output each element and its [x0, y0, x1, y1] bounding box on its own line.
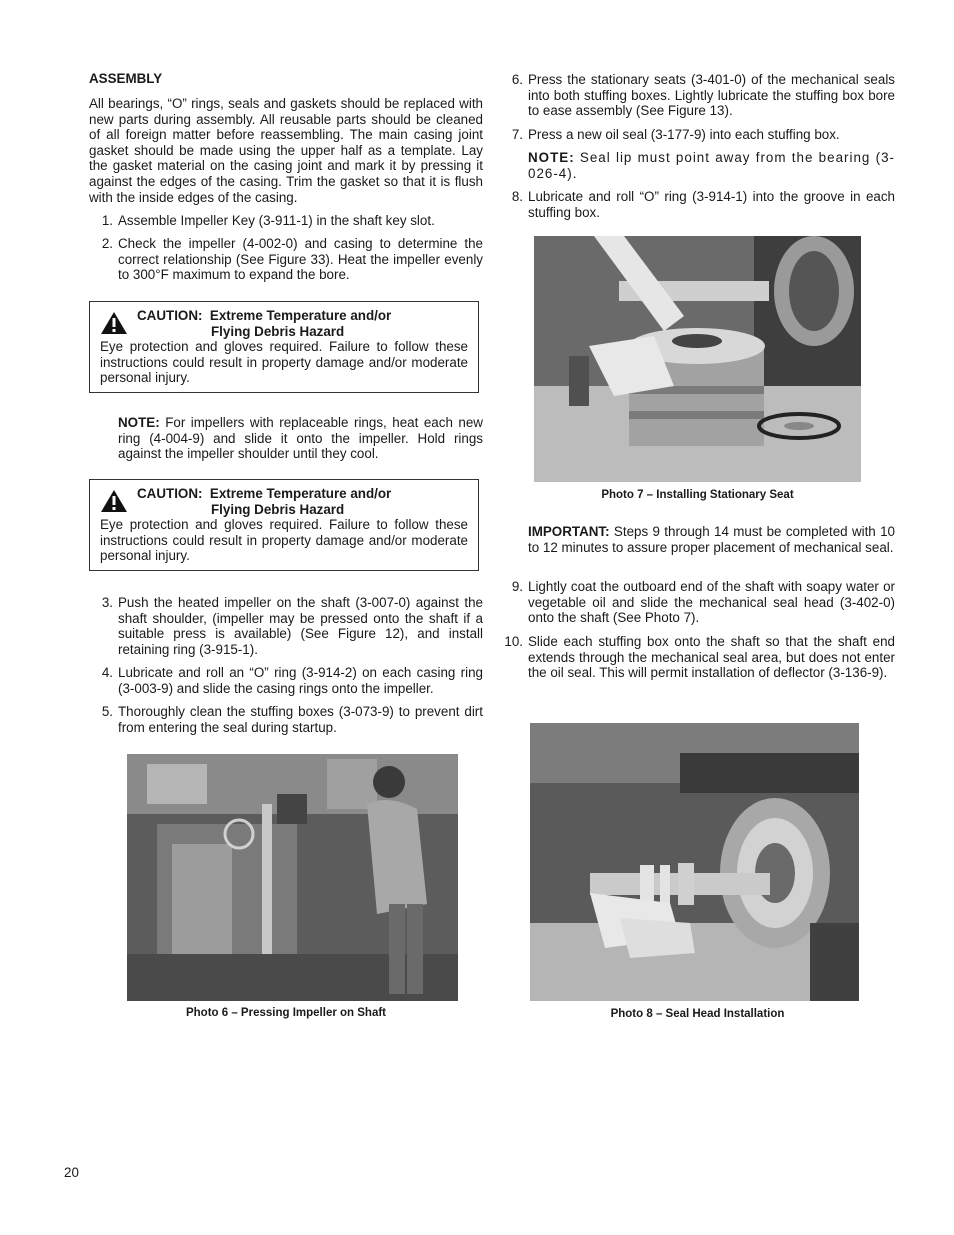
caution-heading: CAUTION: Extreme Temperature and/or Flying Debris Hazard [100, 308, 468, 339]
warning-triangle-icon [100, 311, 128, 335]
note-seal-lip: NOTE: Seal lip must point away from the bearing (3-026-4). [528, 150, 895, 181]
important-note: IMPORTANT: Steps 9 through 14 must be completed with 10 to 12 minutes to assure proper placement of mechanical seal. [528, 524, 895, 555]
photo-8-caption: Photo 8 – Seal Head Installation [610, 1008, 785, 1020]
caution-box-2: CAUTION: Extreme Temperature and/or Flying Debris Hazard Eye protection and gloves required. Failure to follow these instructions could result in property damage and/or moderate personal injury. [89, 479, 479, 571]
step-4: 4. Lubricate and roll an “O” ring (3-914-2) on each casing ring (3-003-9) and slide the casing rings onto the impeller. [101, 665, 483, 696]
caution-box: CAUTION: Extreme Temperature and/or Flying Debris Hazard Eye protection and gloves required. Failure to follow these instructions could result in property damage and/or moderate personal injury. [89, 301, 479, 393]
note-impeller-rings: NOTE: For impellers with replaceable rings, heat each new ring (4-004-9) and slide it onto the impeller. Hold rings against the impeller shoulder until they cool. [118, 415, 483, 462]
step-9: 9. Lightly coat the outboard end of the shaft with soapy water or vegetable oil and slide the mechanical seal head (3-402-0) onto the shaft (See Photo 7). [511, 579, 895, 626]
intro-paragraph: All bearings, “O” rings, seals and gaskets should be replaced with new parts during assembly. All reusable parts should be cleaned of all foreign matter before reassembling. The main casing joint gasket should be made using the upper half as a template. Lay the gasket material on the casing joint and mark it by pressing it against the edges of the casing. Trim the gasket so that it is flush with the inside edges of the casing. [89, 96, 483, 205]
step-8: 8. Lubricate and roll “O” ring (3-914-1) into the groove in each stuffing box. [511, 189, 895, 220]
photo-6-caption: Photo 6 – Pressing Impeller on Shaft [185, 1007, 386, 1019]
photo-7-caption: Photo 7 – Installing Stationary Seat [601, 489, 794, 501]
photo-7-installing-stationary-seat [534, 236, 861, 482]
caution-heading: CAUTION: Extreme Temperature and/or Flying Debris Hazard [100, 486, 468, 517]
step-6: 6. Press the stationary seats (3-401-0) of the mechanical seals into both stuffing boxes. Lightly lubricate the stuffing box bore to ease assembly (See Figure 13). [511, 72, 895, 119]
step-5: 5. Thoroughly clean the stuffing boxes (3-073-9) to prevent dirt from entering the seal during startup. [101, 704, 483, 735]
step-10: 10. Slide each stuffing box onto the shaft so that the shaft end extends through the mechanical seal area, but does not enter the oil seal. This will permit installation of deflector (3-136-9). [504, 634, 895, 681]
page-number: 20 [64, 1165, 79, 1180]
warning-triangle-icon [100, 489, 128, 513]
photo-6-pressing-impeller [127, 754, 458, 1001]
section-heading: ASSEMBLY [89, 71, 163, 86]
step-1: 1. Assemble Impeller Key (3-911-1) in the shaft key slot. [101, 213, 435, 228]
step-3: 3. Push the heated impeller on the shaft (3-007-0) against the shaft shoulder, (impeller may be pressed onto the shaft if a suitable press is available) (See Figure 12), and install retaining ring (3-915-1). [101, 595, 483, 657]
step-7: 7. Press a new oil seal (3-177-9) into each stuffing box. [511, 127, 840, 142]
step-2: 2. Check the impeller (4-002-0) and casing to determine the correct relationship (See Figure 33). Heat the impeller evenly to 300°F maximum to expand the bore. [101, 236, 483, 283]
photo-8-seal-head-installation [530, 723, 859, 1001]
